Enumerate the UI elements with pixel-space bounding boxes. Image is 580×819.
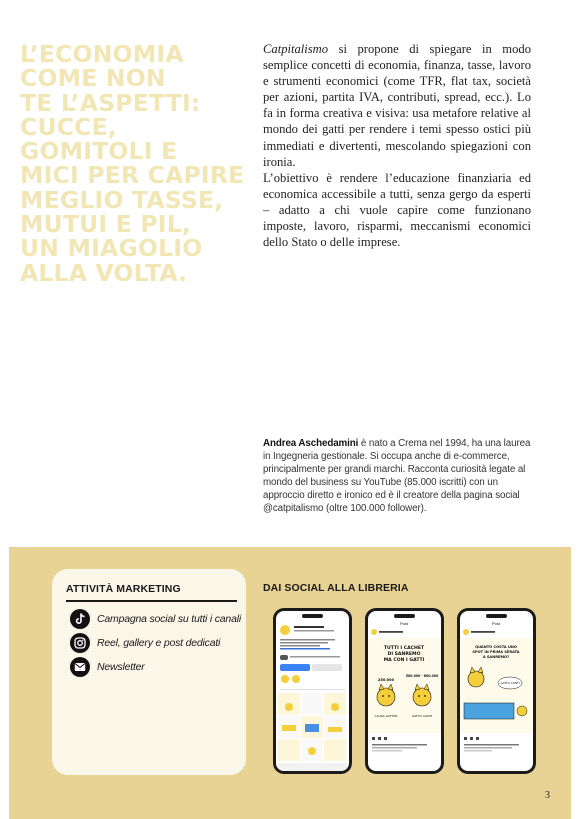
phone-notch	[394, 614, 415, 618]
headline-line: MICI PER CAPIRE	[20, 161, 245, 190]
author-bio	[263, 437, 533, 516]
headline-line: UN MIAGOLIO	[20, 234, 203, 263]
description-text: si propone di spiegare in modo semplice concetti di economia, finanza, tasse, lavoro e strumenti economici (come TFR, flat tax, società per azioni, partita IVA, contributi, spread, ecc.). Lo fa in forma creativa e visiva: usa metafore relative al mondo dei gatti per rendere i temi spesso ostici più immediati e divertenti, mescolando spiegazioni con ironia.	[263, 42, 531, 169]
post-label-right: GATTO CONTI	[411, 714, 433, 718]
phone-mockup-profile	[273, 608, 352, 774]
post-label-left: LAURA GATTINI	[374, 714, 398, 718]
book-title: Catpitalismo	[263, 42, 329, 56]
post-amount-left: 250.000	[377, 678, 395, 682]
author-bio-text: è nato a Crema nel 1994, ha una laurea in Ingegneria gestionale. Si occupa anche di e-commerce, principalmente per grandi marchi. Racconta curiosità legate al mondo del business su YouTube (85.000 iscritti) con un approccio diretto e ironico ed è il creatore della pagina social @catpitalismo (oltre 100.000 follower).	[263, 438, 531, 515]
phone-notch	[302, 614, 323, 618]
social-title: DAI SOCIAL ALLA LIBRERIA	[263, 582, 409, 594]
marketing-item-newsletter	[70, 657, 145, 677]
marketing-item-label: Campagna social su tutti i canali	[97, 613, 241, 625]
headline-line: CUCCE,	[20, 112, 118, 141]
description-paragraph: L’obiettivo è rendere l’educazione finanziaria ed economica accessibile a tutti, senza gergo da esperti – adatto a chi vuole capire come funzionano imposte, lavoro, risparmi, meccanismi economici dello Stato o delle imprese.	[263, 170, 531, 250]
post-caption-line: MA CON I GATTI	[383, 658, 425, 663]
post-bubble: GATTO CONTI	[500, 681, 520, 685]
headline-line: MUTUI E PIL,	[20, 210, 192, 239]
phone-notch	[486, 614, 507, 618]
post-caption-line: QUANTO COSTA UNO	[475, 645, 517, 649]
marketing-item-social	[70, 609, 241, 629]
post-screenshot	[460, 611, 533, 771]
marketing-title: ATTIVITÀ MARKETING	[66, 583, 181, 595]
headline-line: COME NON	[20, 64, 166, 93]
headline	[20, 42, 248, 285]
page-number: 3	[545, 790, 550, 801]
post-caption-line: SPOT IN PRIMA SERATA	[472, 650, 520, 654]
post-caption-line: DI SANREMO	[387, 652, 421, 657]
headline-line: GOMITOLI E	[20, 137, 178, 166]
description-paragraph	[263, 41, 531, 170]
marketing-item-label: Reel, gallery e post dedicati	[97, 637, 221, 649]
marketing-card	[52, 569, 246, 775]
post-header: Post	[491, 621, 501, 626]
phone-mockup-sanremo-cachet	[365, 608, 444, 774]
post-screenshot	[368, 611, 441, 771]
post-amount-right: 500.000 - 600.000	[405, 674, 439, 678]
mail-icon	[70, 657, 90, 677]
instagram-icon	[70, 633, 90, 653]
phone-screen	[276, 611, 349, 771]
tiktok-icon	[70, 609, 90, 629]
headline-line: ALLA VOLTA.	[20, 258, 188, 287]
phone-mockup-sanremo-spot	[457, 608, 536, 774]
profile-screenshot	[276, 611, 349, 771]
post-header: Post	[399, 621, 409, 626]
headline-line: L’ECONOMIA	[20, 40, 184, 68]
marketing-panel	[9, 547, 571, 819]
author-name: Andrea Aschedamini	[263, 438, 359, 449]
marketing-item-reel	[70, 633, 220, 653]
post-caption-line: A SANREMO?	[482, 655, 510, 659]
phone-screen	[368, 611, 441, 771]
post-caption-line: TUTTI I CACHET	[383, 646, 425, 651]
phone-screen	[460, 611, 533, 771]
headline-line: TE L’ASPETTI:	[20, 88, 201, 117]
headline-line: MEGLIO TASSE,	[20, 185, 224, 214]
divider	[66, 600, 237, 602]
marketing-item-label: Newsletter	[97, 661, 145, 673]
book-description	[263, 41, 531, 250]
